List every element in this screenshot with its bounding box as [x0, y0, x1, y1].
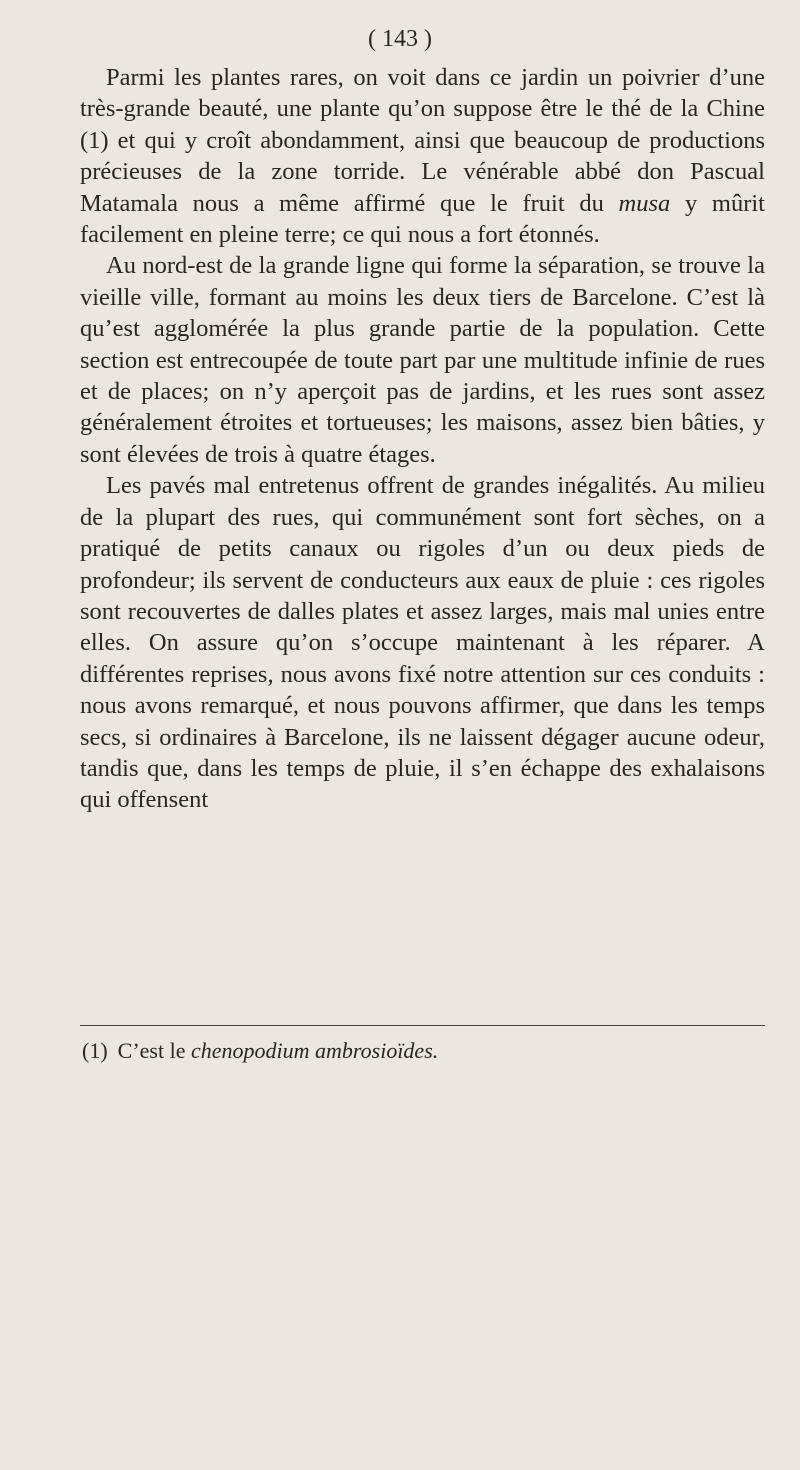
footnote — [82, 1036, 762, 1066]
page-number: ( 143 ) — [368, 26, 432, 52]
paragraph-1 — [80, 62, 765, 250]
paragraph-3: Les pavés mal entretenus offrent de grandes inégalités. Au milieu de la plupart des rues, qui communément sont fort sèches, on a pratiqué de petits canaux ou rigoles d’un ou deux pieds de profondeur; ils servent de conducteurs aux eaux de pluie : ces rigoles sont recouvertes de dalles plates et assez larges, mais mal unies entre elles. On assure qu’on s’occupe maintenant à les réparer. A différentes reprises, nous avons fixé notre attention sur ces conduits : nous avons remarqué, et nous pouvons affirmer, que dans les temps secs, si ordinaires à Barcelone, ils ne laissent dégager aucune odeur, tandis que, dans les temps de pluie, il s’en échappe des exhalaisons qui offensent — [80, 472, 765, 814]
footnote-divider — [80, 1025, 765, 1026]
footnote-mark: (1) — [82, 1038, 108, 1063]
footnote-text: C’est le — [117, 1038, 186, 1063]
paragraph-2: Au nord-est de la grande ligne qui forme la séparation, se trouve la vieille ville, formant au moins les deux tiers de Barcelone. C’est là qu’est agglomérée la plus grande partie de la population. Cette section est entrecoupée de toute part par une multitude infinie de rues et de places; on n’y aperçoit pas de jardins, et les rues sont assez généralement étroites et tortueuses; les maisons, assez bien bâties, y sont élevées de trois à quatre étages. — [80, 252, 765, 468]
footnote-italic: chenopodium ambrosioïdes. — [190, 1038, 439, 1063]
body-text — [80, 62, 765, 816]
paragraph-1-text: Parmi les plantes rares, on voit dans ce jardin un poivrier d’une très-grande beauté, une plante qu’on suppose être le thé de la Chine (1) et qui y croît abondamment, ainsi que beaucoup de productions précieuses de la zone torride. Le vénérable abbé don Pascual Matamala nous a même affirmé que le fruit du — [80, 64, 765, 217]
paragraph-1-text-end: y mûrit facilement en pleine terre; ce qui nous a fort étonnés. — [80, 189, 765, 249]
italic-musa: musa — [618, 189, 671, 217]
